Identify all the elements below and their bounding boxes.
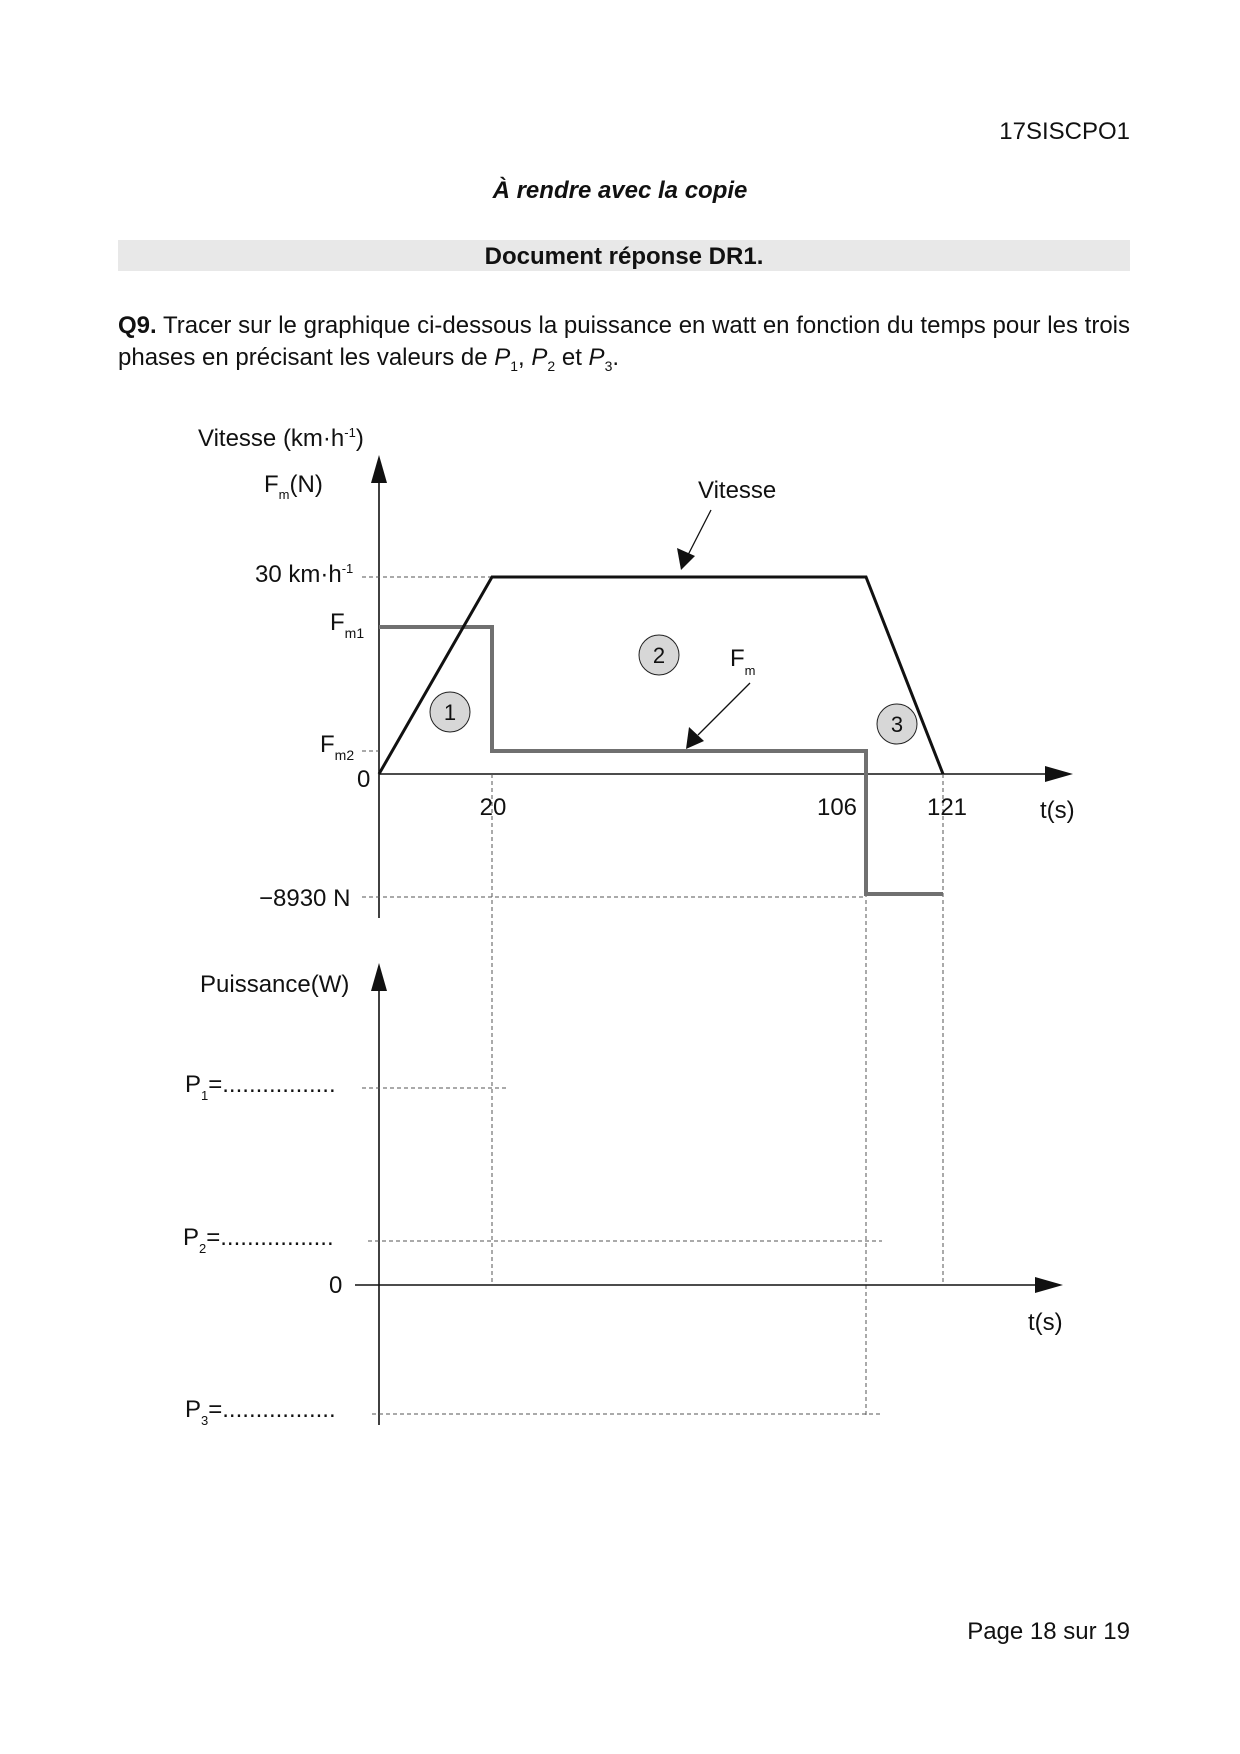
x-tick-20: 20 — [479, 794, 507, 821]
x-tick-121: 121 — [926, 794, 968, 821]
phase-marker-2 — [639, 635, 679, 675]
p1-symbol: P — [494, 344, 511, 371]
document-title: Document réponse DR1. — [484, 243, 764, 270]
phase-marker-3 — [877, 704, 917, 744]
p2-symbol: P — [531, 344, 548, 371]
sep2: et — [555, 344, 589, 371]
x-tick-106: 106 — [816, 794, 858, 821]
p2-sub: 2 — [547, 357, 556, 374]
y-label-zero: 0 — [357, 766, 371, 793]
power-x-axis-arrow — [1035, 1277, 1063, 1293]
question-end: . — [612, 344, 620, 371]
y-label-fm2: $F_{m2}$ — [320, 731, 355, 763]
y-axis-title-force: $F_m(N)$ — [264, 471, 323, 502]
vitesse-arrow-head — [677, 548, 695, 570]
y-axis-arrow — [371, 455, 387, 483]
svg-text:3: 3 — [890, 712, 904, 737]
fm-arrow — [698, 683, 750, 735]
power-y-axis-title: Puissance(W) — [200, 971, 350, 998]
p3-symbol: P — [588, 344, 605, 371]
fm-arrow-head — [686, 727, 704, 749]
phase-marker-1 — [430, 692, 470, 732]
x-axis-arrow — [1045, 766, 1073, 782]
p3-sub: 3 — [604, 357, 613, 374]
svg-text:2: 2 — [652, 643, 666, 668]
series-vitesse-line — [379, 577, 943, 774]
svg-text:1: 1 — [443, 700, 457, 725]
power-guide-lines — [362, 1088, 882, 1414]
return-note: À rendre avec la copie — [492, 177, 748, 204]
page-footer: Page 18 sur 19 — [967, 1618, 1130, 1645]
question-number: Q9. — [118, 312, 157, 339]
p1-sub: 1 — [510, 357, 519, 374]
question-body: Tracer sur le graphique ci-dessous la puissance en watt en fonction du temps pour les trois phases en précisant les valeurs de — [118, 312, 1130, 371]
p3-label: $P_3=$................. — [185, 1396, 336, 1428]
y-axis-title-speed: Vitesse $(km\cdot h^{-1})$ — [198, 425, 364, 452]
p1-label: $P_1=$................. — [185, 1071, 336, 1103]
series-fm-label: $F_m$ — [730, 645, 756, 678]
power-y-axis-arrow — [371, 963, 387, 991]
sep1: , — [518, 344, 532, 371]
speed-force-chart — [198, 425, 1075, 1418]
p2-label: $P_2=$................. — [183, 1224, 334, 1256]
document-code: 17SISCPO1 — [999, 118, 1130, 145]
power-zero-label: 0 — [329, 1272, 343, 1299]
y-label-vmax: 30 $km\cdot h^{-1}$ — [255, 561, 354, 588]
power-chart — [183, 963, 1063, 1428]
vitesse-arrow — [688, 510, 711, 555]
x-axis-title: t(s) — [1040, 797, 1075, 824]
y-label-fm1: $F_{m1}$ — [330, 609, 365, 641]
y-label-negative-force: −8930 N — [259, 885, 351, 912]
series-vitesse-label: Vitesse — [698, 477, 777, 504]
power-x-axis-title: t(s) — [1028, 1309, 1063, 1336]
